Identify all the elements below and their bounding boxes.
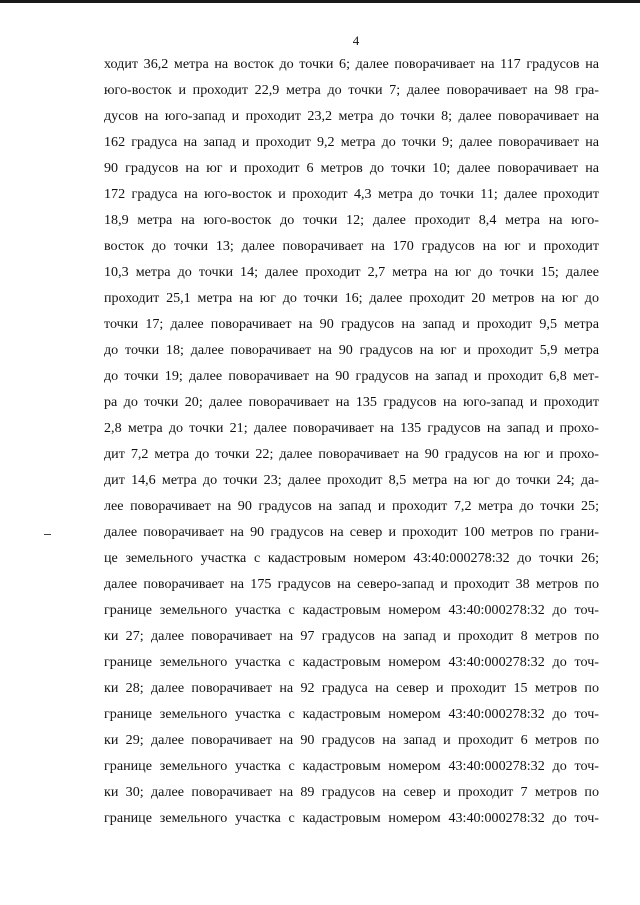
text-line: далее поворачивает на 90 градусов на север и проходит 100 метров по грани- <box>104 524 599 540</box>
text-line: границе земельного участка с кадастровым номером 43:40:000278:32 до точ- <box>104 602 599 618</box>
text-line: 2,8 метра до точки 21; далее поворачивает на 135 градусов на запад и прохо- <box>104 420 599 436</box>
text-line: до точки 19; далее поворачивает на 90 градусов на запад и проходит 6,8 мет- <box>104 368 599 384</box>
text-line: дит 14,6 метра до точки 23; далее проходит 8,5 метра на юг до точки 24; да- <box>104 472 599 488</box>
text-line: ки 30; далее поворачивает на 89 градусов на север и проходит 7 метров по <box>104 784 599 800</box>
page-number: 4 <box>352 33 360 48</box>
text-line: проходит 25,1 метра на юг до точки 16; далее проходит 20 метров на юг до <box>104 290 599 306</box>
text-line: 18,9 метра на юго-восток до точки 12; далее проходит 8,4 метра на юго- <box>104 212 599 228</box>
text-line: дит 7,2 метра до точки 22; далее поворачивает на 90 градусов на юг и прохо- <box>104 446 599 462</box>
text-line: 90 градусов на юг и проходит 6 метров до точки 10; далее поворачивает на <box>104 160 599 176</box>
text-line: до точки 18; далее поворачивает на 90 градусов на юг и проходит 5,9 метра <box>104 342 599 358</box>
text-line: 172 градуса на юго-восток и проходит 4,3 метра до точки 11; далее проходит <box>104 186 599 202</box>
body-text <box>104 51 599 831</box>
text-line: ки 27; далее поворачивает на 97 градусов на запад и проходит 8 метров по <box>104 628 599 644</box>
text-line: лее поворачивает на 90 градусов на запад и проходит 7,2 метра до точки 25; <box>104 498 599 514</box>
text-line: ки 29; далее поворачивает на 90 градусов на запад и проходит 6 метров по <box>104 732 599 748</box>
text-line: границе земельного участка с кадастровым номером 43:40:000278:32 до точ- <box>104 758 599 774</box>
top-border-line <box>0 0 640 3</box>
text-line: 10,3 метра до точки 14; далее проходит 2,7 метра на юг до точки 15; далее <box>104 264 599 280</box>
margin-scan-mark <box>44 534 51 535</box>
text-line: границе земельного участка с кадастровым номером 43:40:000278:32 до точ- <box>104 654 599 670</box>
text-line: точки 17; далее поворачивает на 90 градусов на запад и проходит 9,5 метра <box>104 316 599 332</box>
text-line: дусов на юго-запад и проходит 23,2 метра до точки 8; далее поворачивает на <box>104 108 599 124</box>
text-line: границе земельного участка с кадастровым номером 43:40:000278:32 до точ- <box>104 810 599 826</box>
text-line: восток до точки 13; далее поворачивает на 170 градусов на юг и проходит <box>104 238 599 254</box>
text-line: границе земельного участка с кадастровым номером 43:40:000278:32 до точ- <box>104 706 599 722</box>
text-line: це земельного участка с кадастровым номером 43:40:000278:32 до точки 26; <box>104 550 599 566</box>
text-line: ки 28; далее поворачивает на 92 градуса на север и проходит 15 метров по <box>104 680 599 696</box>
text-line: 162 градуса на запад и проходит 9,2 метра до точки 9; далее поворачивает на <box>104 134 599 150</box>
text-line: ходит 36,2 метра на восток до точки 6; далее поворачивает на 117 градусов на <box>104 56 599 72</box>
text-line: ра до точки 20; далее поворачивает на 135 градусов на юго-запад и проходит <box>104 394 599 410</box>
text-line: далее поворачивает на 175 градусов на северо-запад и проходит 38 метров по <box>104 576 599 592</box>
text-line: юго-восток и проходит 22,9 метра до точки 7; далее поворачивает на 98 гра- <box>104 82 599 98</box>
